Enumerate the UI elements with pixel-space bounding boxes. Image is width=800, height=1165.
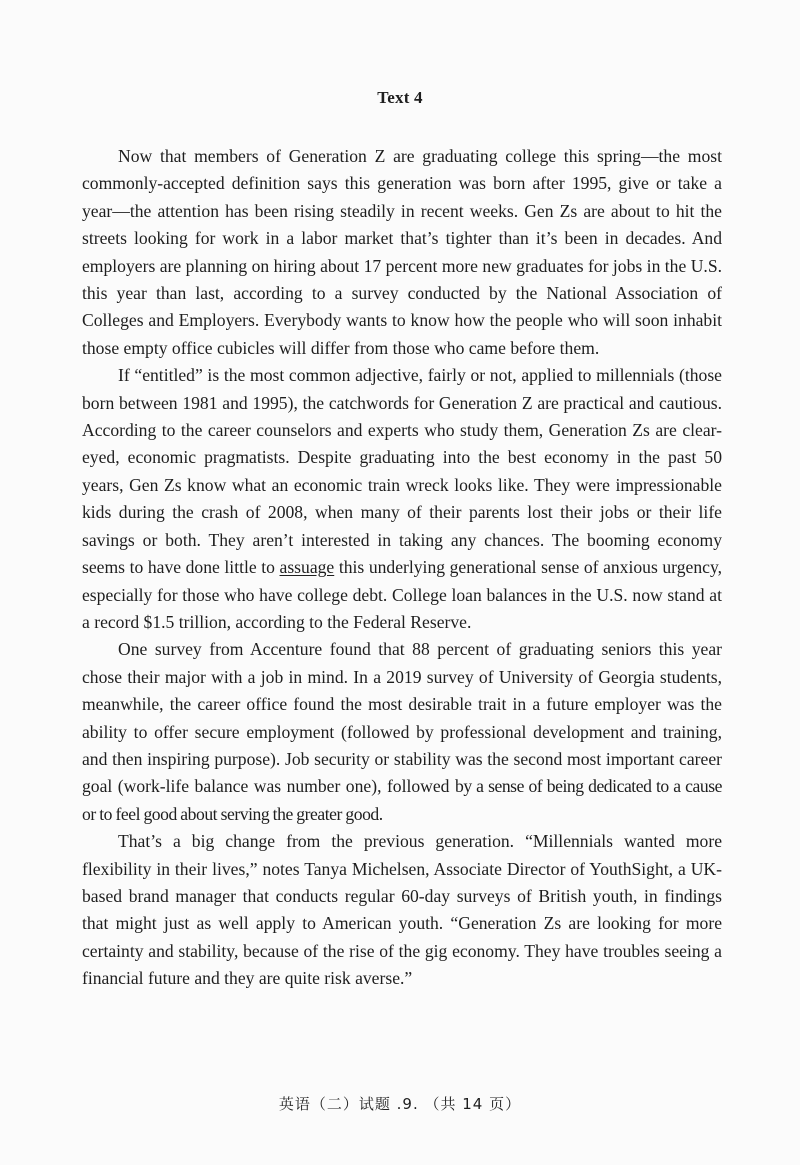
section-title: Text 4: [377, 88, 423, 107]
underlined-word: assuage: [279, 557, 335, 578]
paragraph-2-part-2: this underlying generational sense of anxious urgency, especially for those who have college debt. College loan balances in the U.S. now stand at a record $1.5 trillion, according to the Federal Reserve.: [82, 557, 722, 632]
paragraph-3-main: One survey from Accenture found that 88 percent of graduating seniors this year chose their major with a job in mind. In a 2019 survey of University of Georgia students, meanwhile, the career office found the most desirable trait in a future employer was the ability to offer secure employment (followed by professional development and training, and then inspiring purpose). Job security or stability was the second most important career goal (work-life balance was number one), followed: [82, 639, 722, 797]
paragraph-3: [82, 636, 722, 828]
passage-body: [82, 143, 722, 993]
paragraph-4: That’s a big change from the previous generation. “Millennials wanted more flexibility in their lives,” notes Tanya Michelsen, Associate Director of YouthSight, a UK-based brand manager that conducts regular 60-day surveys of British youth, in findings that might just as well apply to American youth. “Generation Zs are looking for more certainty and stability, because of the rise of the gig economy. They have troubles seeing a financial future and they are quite risk averse.”: [82, 831, 722, 989]
paragraph-3-last-line: by a sense of being dedicated to a cause or to feel good about serving the greater good.: [82, 776, 722, 824]
paragraph-2-part-1: If “entitled” is the most common adjective, fairly or not, applied to millennials (those born between 1981 and 1995), the catchwords for Generation Z are practical and cautious. According to the career counselors and experts who study them, Generation Zs are clear-eyed, economic pragmatists. Despite graduating into the best economy in the past 50 years, Gen Zs know what an economic train wreck looks like. They were impressionable kids during the crash of 2008, when many of their parents lost their jobs or their life savings or both. They aren’t interested in taking any chances. The booming economy seems to have done little to: [82, 365, 722, 578]
page-footer: 英语（二）试题 .9. （共 14 页）: [278, 1095, 522, 1113]
paragraph-1: Now that members of Generation Z are graduating college this spring—the most commonly-accepted definition says this generation was born after 1995, give or take a year—the attention has been rising steadily in recent weeks. Gen Zs are about to hit the streets looking for work in a labor market that’s tighter than it’s been in decades. And employers are planning on hiring about 17 percent more new graduates for jobs in the U.S. this year than last, according to a survey conducted by the National Association of Colleges and Employers. Everybody wants to know how the people who will soon inhabit those empty office cubicles will differ from those who came before them.: [82, 146, 722, 358]
paragraph-2: [82, 362, 722, 636]
